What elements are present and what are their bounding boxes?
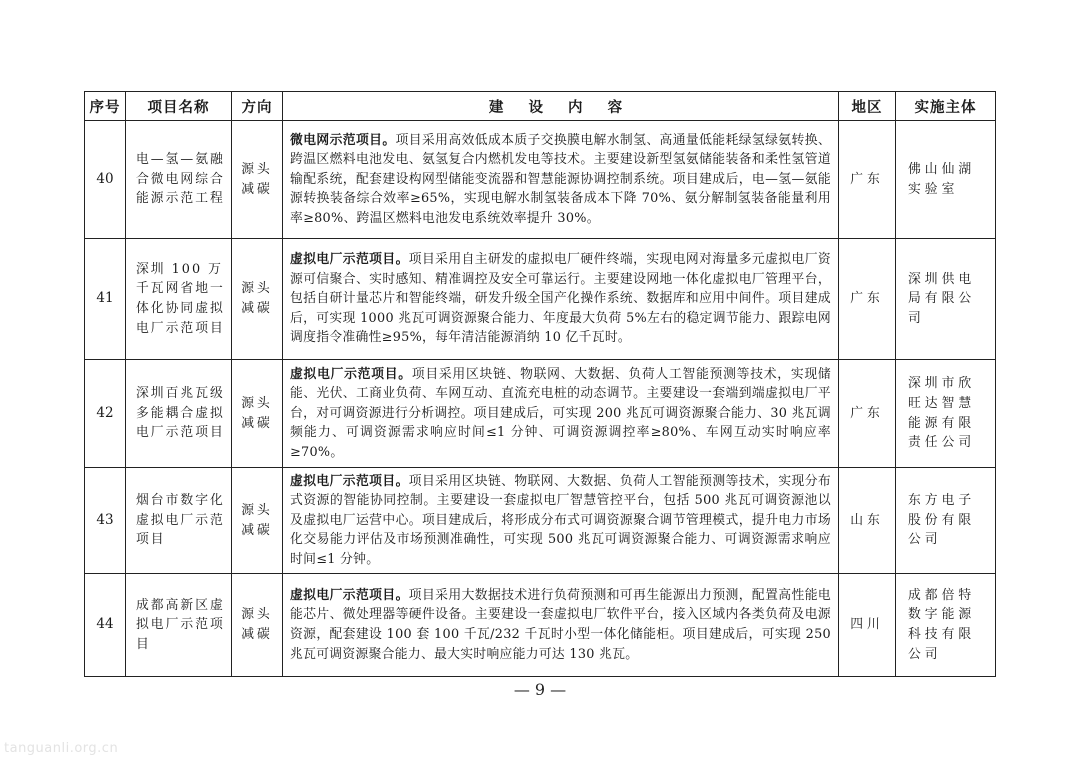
row-implementer: 成都倍特数字能源科技有限公司 — [896, 574, 996, 677]
row-name: 深圳百兆瓦级多能耦合虚拟电厂示范项目 — [126, 360, 232, 468]
table-row — [85, 574, 996, 677]
table-row — [85, 239, 996, 360]
header-content: 建 设 内 容 — [283, 92, 839, 121]
row-content-text: 项目采用自主研发的虚拟电厂硬件终端，实现电网对海量多元虚拟电厂资源可信聚合、实时感知、精准调控及安全可靠运行。主要建设网地一体化虚拟电厂管理平台，包括自研计量芯片和智能终端，研发升级全国产化操作系统、数据库和应用中间件。项目建成后，可实现 1000 兆瓦可调资源聚合能力、年度最大负荷 5%左右的稳定调节能力、跟踪电网调度指令准确性≥95%，每年清洁能源消纳 10 亿千瓦时。 — [290, 252, 831, 346]
row-implementer: 深圳市欣旺达智慧能源有限责任公司 — [896, 360, 996, 468]
row-content — [283, 574, 839, 677]
row-name: 电—氢—氨融合微电网综合能源示范工程 — [126, 121, 232, 239]
row-content-text: 项目采用区块链、物联网、大数据、负荷人工智能预测等技术，实现分布式资源的智能协同控制。主要建设一套虚拟电厂智慧管控平台，包括 500 兆瓦可调资源池以及虚拟电厂运营中心。项目建成后，将形成分布式可调资源聚合调节管理模式，提升电力市场化交易能力评估及市场预测准确性，可实现 500 兆瓦可调资源聚合能力、可调资源需求响应时间≤1 分钟。 — [290, 473, 831, 567]
row-direction: 源头减碳 — [232, 574, 283, 677]
row-content-lead: 虚拟电厂示范项目。 — [290, 473, 409, 489]
row-direction: 源头减碳 — [232, 121, 283, 239]
table-row — [85, 360, 996, 468]
row-implementer: 深圳供电局有限公司 — [896, 239, 996, 360]
row-no: 41 — [85, 239, 126, 360]
row-content-text: 项目采用高效低成本质子交换膜电解水制氢、高通量低能耗绿氢绿氨转换、跨温区燃料电池发电、氨氢复合内燃机发电等技术。主要建设新型氢氨储能装备和柔性氢管道输配系统，配套建设构网型储能变流器和智慧能源协调控制系统。项目建成后，电—氢—氨能源转换装备综合效率≥65%，实现电解水制氢装备成本下降 70%、氨分解制氢装备能量利用率≥80%、跨温区燃料电池发电系统效率提升 30%。 — [290, 132, 831, 226]
row-content — [283, 360, 839, 468]
header-implementer: 实施主体 — [896, 92, 996, 121]
watermark: tanguanli.org.cn — [4, 741, 119, 756]
row-content-lead: 微电网示范项目。 — [290, 132, 396, 148]
row-content-lead: 虚拟电厂示范项目。 — [290, 366, 412, 382]
header-name: 项目名称 — [126, 92, 232, 121]
table-row — [85, 121, 996, 239]
row-content-lead: 虚拟电厂示范项目。 — [290, 587, 409, 603]
row-content — [283, 121, 839, 239]
row-name: 成都高新区虚拟电厂示范项目 — [126, 574, 232, 677]
row-content — [283, 468, 839, 574]
row-region: 广东 — [839, 360, 896, 468]
page-number: — 9 — — [513, 680, 567, 699]
row-direction: 源头减碳 — [232, 360, 283, 468]
row-no: 42 — [85, 360, 126, 468]
row-implementer: 东方电子股份有限公司 — [896, 468, 996, 574]
header-no: 序号 — [85, 92, 126, 121]
row-content — [283, 239, 839, 360]
row-direction: 源头减碳 — [232, 468, 283, 574]
row-region: 四川 — [839, 574, 896, 677]
row-region: 山东 — [839, 468, 896, 574]
projects-table — [84, 91, 996, 677]
row-name: 烟台市数字化虚拟电厂示范项目 — [126, 468, 232, 574]
header-region: 地区 — [839, 92, 896, 121]
row-no: 44 — [85, 574, 126, 677]
row-no: 43 — [85, 468, 126, 574]
row-content-lead: 虚拟电厂示范项目。 — [290, 252, 409, 268]
row-direction: 源头减碳 — [232, 239, 283, 360]
table-header-row — [85, 92, 996, 121]
row-region: 广东 — [839, 121, 896, 239]
table-row — [85, 468, 996, 574]
row-name: 深圳 100 万千瓦网省地一体化协同虚拟电厂示范项目 — [126, 239, 232, 360]
row-no: 40 — [85, 121, 126, 239]
row-content-text: 项目采用区块链、物联网、大数据、负荷人工智能预测等技术，实现储能、光伏、工商业负荷、车网互动、直流充电桩的动态调节。主要建设一套端到端虚拟电厂平台，对可调资源进行分析调控。项目建成后，可实现 200 兆瓦可调资源聚合能力、30 兆瓦调频能力、可调资源需求响应时间≤1 分钟、可调资源调控率≥80%、车网互动实时响应率≥70%。 — [290, 366, 831, 460]
header-direction: 方向 — [232, 92, 283, 121]
row-content-text: 项目采用大数据技术进行负荷预测和可再生能源出力预测，配置高性能电能芯片、微处理器等硬件设备。主要建设一套虚拟电厂软件平台，接入区域内各类负荷及电源资源，配套建设 100 套 100 千瓦/232 千瓦时小型一体化储能柜。项目建成后，可实现 250 兆瓦可调资源聚合能力、最大实时响应能力可达 130 兆瓦。 — [290, 587, 831, 662]
row-implementer: 佛山仙湖实验室 — [896, 121, 996, 239]
row-region: 广东 — [839, 239, 896, 360]
